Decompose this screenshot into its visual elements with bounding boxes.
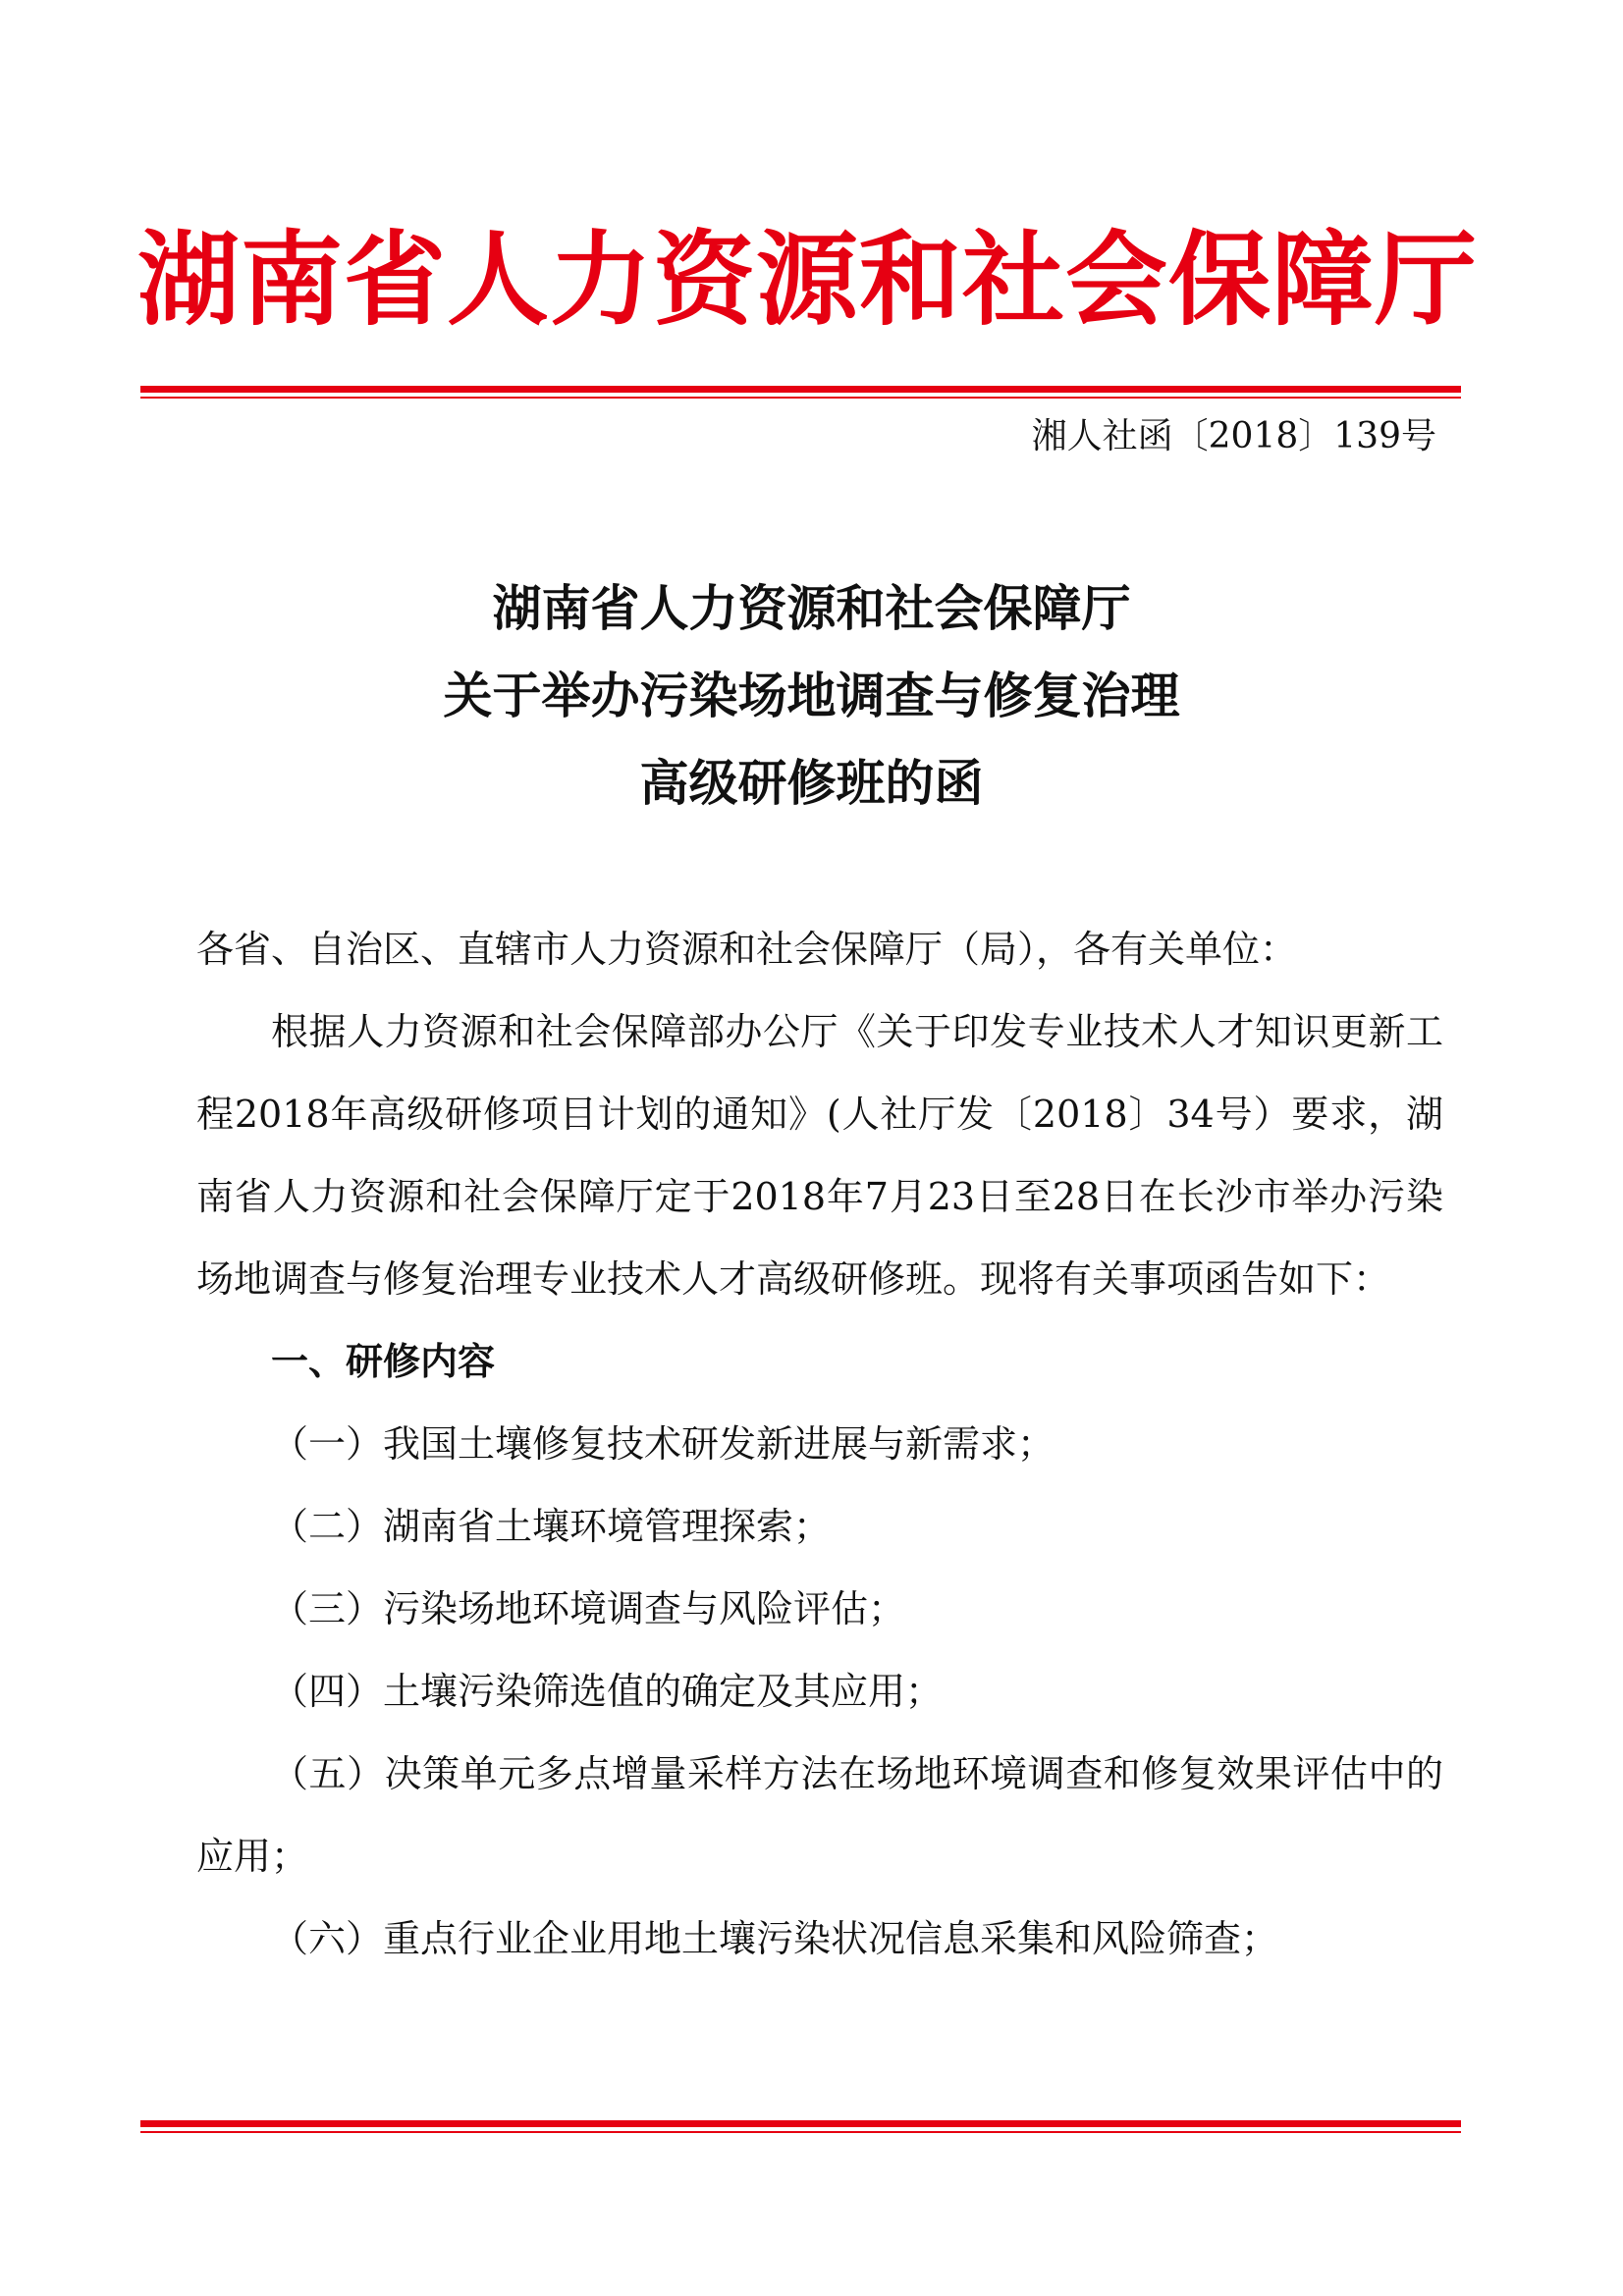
- document-title: [0, 564, 1623, 827]
- intro-paragraph: 根据人力资源和社会保障部办公厅《关于印发专业技术人才知识更新工程2018年高级研修项目计划的通知》(人社厅发〔2018〕34号）要求，湖南省人力资源和社会保障厅定于2018年7月23日至28日在长沙市举办污染场地调查与修复治理专业技术人才高级研修班。现将有关事项函告如下：: [196, 1010, 1443, 1301]
- section-heading-training-content: 一、研修内容: [271, 1340, 496, 1383]
- document-body: [196, 908, 1443, 1980]
- salutation: 各省、自治区、直辖市人力资源和社会保障厅（局），各有关单位：: [196, 928, 1298, 971]
- masthead-agency-name: 湖南省人力资源和社会保障厅: [137, 219, 1479, 340]
- document-number: 湘人社函〔2018〕139号: [1031, 416, 1436, 456]
- bottom-red-rule: [140, 2120, 1461, 2133]
- title-line-3: 高级研修班的函: [639, 754, 984, 812]
- content-item-1: （一）我国土壤修复技术研发新进展与新需求；: [271, 1422, 1055, 1466]
- content-item-4: （四）土壤污染筛选值的确定及其应用；: [271, 1670, 944, 1713]
- content-item-5: （五）决策单元多点增量采样方法在场地环境调查和修复效果评估中的应用；: [196, 1752, 1443, 1878]
- content-item-3: （三）污染场地环境调查与风险评估；: [271, 1587, 906, 1630]
- title-line-2: 关于举办污染场地调查与修复治理: [443, 667, 1180, 724]
- top-red-rule: [140, 386, 1461, 399]
- title-line-1: 湖南省人力资源和社会保障厅: [492, 579, 1131, 637]
- content-item-6: （六）重点行业企业用地土壤污染状况信息采集和风险筛查；: [271, 1917, 1279, 1960]
- content-item-2: （二）湖南省土壤环境管理探索；: [271, 1505, 832, 1548]
